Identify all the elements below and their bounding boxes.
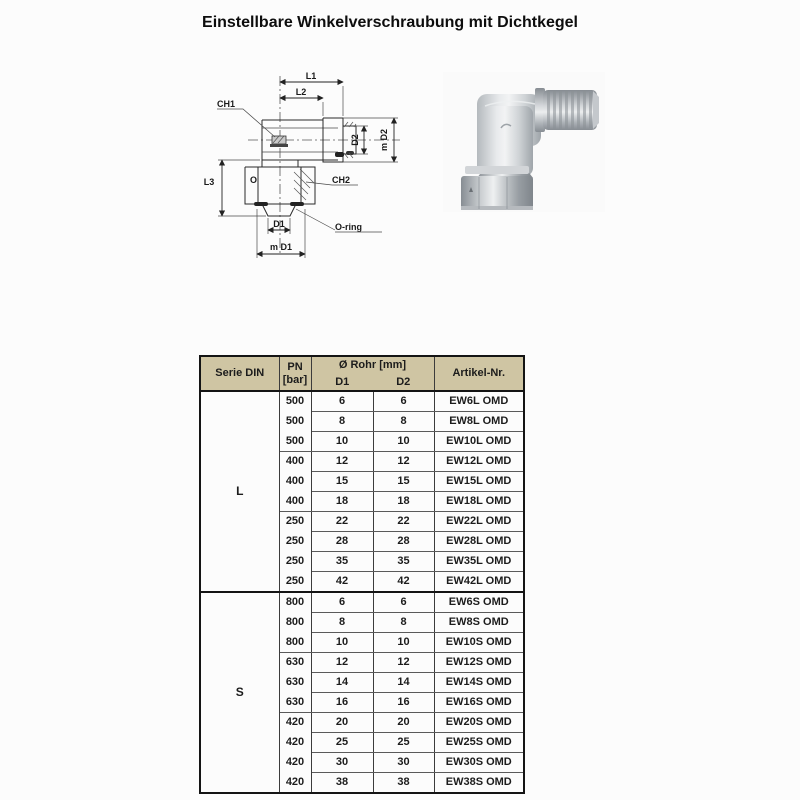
pn-cell: 420 bbox=[279, 773, 311, 794]
d2-cell: 20 bbox=[373, 713, 434, 733]
d1-cell: 30 bbox=[311, 753, 373, 773]
page-title: Einstellbare Winkelverschraubung mit Dichtkegel bbox=[202, 14, 578, 31]
artikel-cell: EW12L OMD bbox=[434, 452, 524, 472]
artikel-cell: EW12S OMD bbox=[434, 653, 524, 673]
d1-cell: 12 bbox=[311, 452, 373, 472]
threaded-stud bbox=[543, 90, 597, 130]
pn-cell: 400 bbox=[279, 452, 311, 472]
dim-label-d2: D2 bbox=[350, 134, 360, 146]
dim-label-ch1: CH1 bbox=[217, 99, 236, 109]
serie-cell: L bbox=[200, 391, 279, 592]
d2-cell: 25 bbox=[373, 733, 434, 753]
spec-table-body bbox=[200, 391, 524, 793]
artikel-cell: EW8S OMD bbox=[434, 613, 524, 633]
swivel-nut bbox=[461, 176, 533, 210]
pn-cell: 630 bbox=[279, 653, 311, 673]
stud-chamfer bbox=[593, 91, 599, 129]
pn-cell: 250 bbox=[279, 572, 311, 593]
header-d2: D2 bbox=[373, 374, 434, 391]
pn-cell: 250 bbox=[279, 532, 311, 552]
artikel-cell: EW28L OMD bbox=[434, 532, 524, 552]
artikel-cell: EW10L OMD bbox=[434, 432, 524, 452]
header-artikel-nr: Artikel-Nr. bbox=[434, 356, 524, 391]
d1-cell: 15 bbox=[311, 472, 373, 492]
d1-cell: 22 bbox=[311, 512, 373, 532]
dim-label-m-d1: m D1 bbox=[269, 242, 293, 252]
pn-cell: 800 bbox=[279, 633, 311, 653]
artikel-cell: EW8L OMD bbox=[434, 412, 524, 432]
artikel-cell: EW35L OMD bbox=[434, 552, 524, 572]
artikel-cell: EW38S OMD bbox=[434, 773, 524, 794]
d2-cell: 38 bbox=[373, 773, 434, 794]
d2-cell: 10 bbox=[373, 633, 434, 653]
artikel-cell: EW18L OMD bbox=[434, 492, 524, 512]
d2-cell: 12 bbox=[373, 653, 434, 673]
artikel-cell: EW30S OMD bbox=[434, 753, 524, 773]
dim-label-l1: L1 bbox=[305, 71, 317, 81]
pn-cell: 500 bbox=[279, 432, 311, 452]
header-serie-din: Serie DIN bbox=[200, 356, 279, 391]
pn-cell: 250 bbox=[279, 512, 311, 532]
d1-cell: 16 bbox=[311, 693, 373, 713]
d1-cell: 35 bbox=[311, 552, 373, 572]
seal-ring bbox=[270, 144, 288, 147]
technical-drawing bbox=[188, 52, 438, 262]
d2-cell: 30 bbox=[373, 753, 434, 773]
d2-cell: 8 bbox=[373, 613, 434, 633]
serie-cell: S bbox=[200, 592, 279, 793]
artikel-cell: EW20S OMD bbox=[434, 713, 524, 733]
d1-cell: 12 bbox=[311, 653, 373, 673]
dim-label-d1: D1 bbox=[273, 219, 285, 229]
d1-cell: 8 bbox=[311, 412, 373, 432]
d1-cell: 6 bbox=[311, 391, 373, 412]
header-pn-bar bbox=[279, 356, 311, 391]
spec-table bbox=[199, 355, 525, 794]
pn-cell: 500 bbox=[279, 412, 311, 432]
pn-cell: 630 bbox=[279, 673, 311, 693]
pn-cell: 250 bbox=[279, 552, 311, 572]
d2-cell: 16 bbox=[373, 693, 434, 713]
pn-cell: 800 bbox=[279, 613, 311, 633]
pn-cell: 800 bbox=[279, 592, 311, 613]
d1-cell: 10 bbox=[311, 633, 373, 653]
d1-cell: 42 bbox=[311, 572, 373, 593]
dim-label-l2: L2 bbox=[295, 87, 307, 97]
pn-cell: 400 bbox=[279, 492, 311, 512]
d2-cell: 12 bbox=[373, 452, 434, 472]
pn-cell: 500 bbox=[279, 391, 311, 412]
seal-ring bbox=[335, 152, 344, 157]
spec-row bbox=[200, 391, 524, 412]
product-photo bbox=[443, 72, 605, 212]
pn-cell: 420 bbox=[279, 733, 311, 753]
oring-label: O-ring bbox=[335, 222, 362, 232]
body-mark: O bbox=[250, 175, 258, 185]
artikel-cell: EW14S OMD bbox=[434, 673, 524, 693]
header-rohr: Ø Rohr [mm] bbox=[311, 356, 434, 374]
artikel-cell: EW22L OMD bbox=[434, 512, 524, 532]
oring bbox=[290, 202, 304, 206]
d1-cell: 8 bbox=[311, 613, 373, 633]
dim-label-m-d2: m D2 bbox=[379, 128, 389, 152]
spec-row bbox=[200, 592, 524, 613]
pn-cell: 630 bbox=[279, 693, 311, 713]
artikel-cell: EW6S OMD bbox=[434, 592, 524, 613]
d1-cell: 28 bbox=[311, 532, 373, 552]
d2-cell: 15 bbox=[373, 472, 434, 492]
d2-cell: 6 bbox=[373, 391, 434, 412]
artikel-cell: EW16S OMD bbox=[434, 693, 524, 713]
artikel-cell: EW42L OMD bbox=[434, 572, 524, 593]
d2-cell: 6 bbox=[373, 592, 434, 613]
dim-label-l3: L3 bbox=[203, 177, 215, 187]
d2-cell: 22 bbox=[373, 512, 434, 532]
d2-cell: 8 bbox=[373, 412, 434, 432]
pn-cell: 400 bbox=[279, 472, 311, 492]
d1-cell: 25 bbox=[311, 733, 373, 753]
d1-cell: 38 bbox=[311, 773, 373, 794]
d2-cell: 18 bbox=[373, 492, 434, 512]
artikel-cell: EW25S OMD bbox=[434, 733, 524, 753]
artikel-cell: EW15L OMD bbox=[434, 472, 524, 492]
d2-cell: 14 bbox=[373, 673, 434, 693]
d2-cell: 35 bbox=[373, 552, 434, 572]
d1-cell: 20 bbox=[311, 713, 373, 733]
artikel-cell: EW10S OMD bbox=[434, 633, 524, 653]
oring bbox=[254, 202, 268, 206]
artikel-cell: EW6L OMD bbox=[434, 391, 524, 412]
pn-cell: 420 bbox=[279, 753, 311, 773]
d2-cell: 10 bbox=[373, 432, 434, 452]
d2-cell: 28 bbox=[373, 532, 434, 552]
d1-cell: 14 bbox=[311, 673, 373, 693]
pn-cell: 420 bbox=[279, 713, 311, 733]
d2-cell: 42 bbox=[373, 572, 434, 593]
dim-label-ch2: CH2 bbox=[332, 175, 351, 185]
header-pn-line1: PN bbox=[287, 360, 303, 373]
header-pn-line2: [bar] bbox=[282, 373, 308, 386]
header-d1: D1 bbox=[311, 374, 373, 391]
d1-cell: 18 bbox=[311, 492, 373, 512]
d1-cell: 10 bbox=[311, 432, 373, 452]
d1-cell: 6 bbox=[311, 592, 373, 613]
